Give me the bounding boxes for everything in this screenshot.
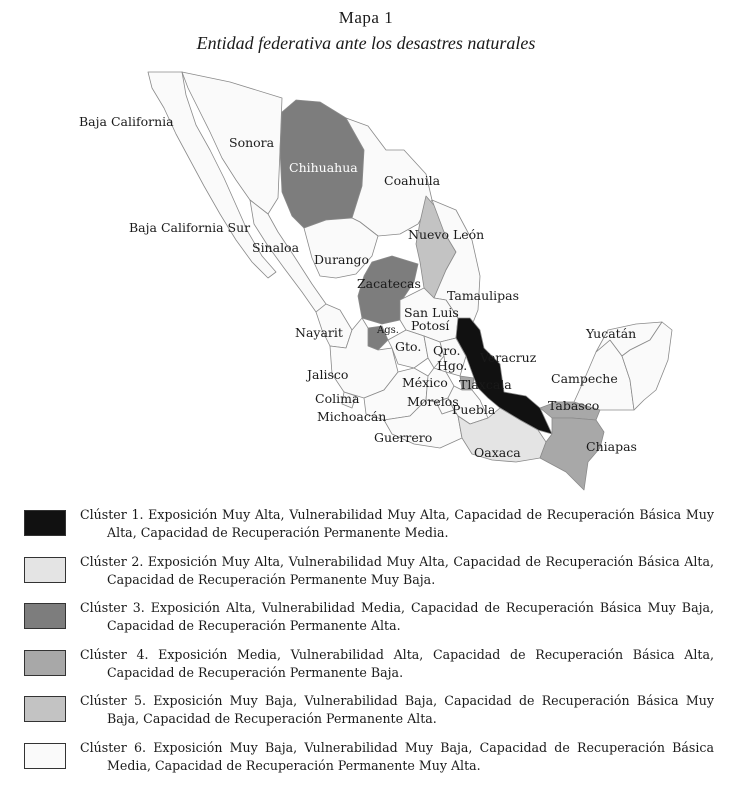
- label-yucatan: Yucatán: [586, 326, 637, 341]
- legend-text: Clúster 3. Exposición Alta, Vulnerabilidad Media, Capacidad de Recuperación Básica Muy Baja, Capacidad de Recuperación Permanente Alta.: [80, 600, 714, 633]
- mexico-cluster-map: [60, 62, 700, 502]
- label-zacatecas: Zacatecas: [357, 276, 421, 291]
- legend-swatch-cluster2: [24, 557, 66, 583]
- label-chihuahua: Chihuahua: [289, 160, 358, 175]
- legend-text: Clúster 5. Exposición Muy Baja, Vulnerabilidad Baja, Capacidad de Recuperación Básica Muy Baja, Capacidad de Recuperación Permanente Alta.: [80, 693, 714, 726]
- legend-item: [24, 500, 714, 547]
- label-jalisco: Jalisco: [307, 367, 349, 382]
- label-campeche: Campeche: [551, 371, 618, 386]
- legend-item: [24, 547, 714, 594]
- label-san-luis-potosi-line1: San Luis: [404, 305, 459, 320]
- label-nayarit: Nayarit: [295, 325, 343, 340]
- label-sonora: Sonora: [229, 135, 275, 150]
- legend-text: Clúster 2. Exposición Muy Alta, Vulnerabilidad Muy Alta, Capacidad de Recuperación Básica Alta, Capacidad de Recuperación Permanente Muy Baja.: [80, 553, 714, 587]
- legend-text: Clúster 1. Exposición Muy Alta, Vulnerabilidad Muy Alta, Capacidad de Recuperación Básica Muy Alta, Capacidad de Recuperación Permanente Media.: [80, 507, 714, 540]
- map-subtitle: Entidad federativa ante los desastres naturales: [196, 33, 536, 53]
- label-chiapas: Chiapas: [586, 439, 637, 454]
- legend-swatch-cluster5: [24, 696, 66, 722]
- legend-item: [24, 640, 714, 687]
- label-aguascalientes: Ags.: [377, 325, 399, 336]
- legend-swatch-cluster1: [24, 510, 66, 536]
- label-veracruz: Veracruz: [480, 350, 537, 365]
- label-puebla: Puebla: [452, 402, 496, 417]
- legend-item: [24, 686, 714, 733]
- legend-text: Clúster 6. Exposición Muy Baja, Vulnerabilidad Muy Baja, Capacidad de Recuperación Básica Media, Capacidad de Recuperación Permanente Muy Alta.: [80, 739, 714, 773]
- region-durango: [304, 218, 378, 278]
- label-coahuila: Coahuila: [384, 173, 441, 188]
- label-morelos: Morelos: [407, 394, 459, 409]
- legend-item: [24, 593, 714, 640]
- legend-text: Clúster 4. Exposición Media, Vulnerabilidad Alta, Capacidad de Recuperación Básica Alta, Capacidad de Recuperación Permanente Baja.: [80, 646, 714, 680]
- legend-swatch-cluster6: [24, 743, 66, 769]
- label-baja-california-sur: Baja California Sur: [129, 220, 251, 235]
- legend-item: [24, 733, 714, 780]
- label-hidalgo: Hgo.: [437, 358, 468, 373]
- label-sinaloa: Sinaloa: [252, 240, 300, 255]
- label-michoacan: Michoacán: [317, 409, 387, 424]
- label-guerrero: Guerrero: [374, 430, 433, 445]
- label-baja-california: Baja California: [79, 114, 174, 129]
- label-durango: Durango: [314, 252, 370, 267]
- label-tabasco: Tabasco: [548, 398, 600, 413]
- legend-swatch-cluster4: [24, 650, 66, 676]
- cluster-legend: [24, 500, 714, 779]
- label-san-luis-potosi-line2: Potosí: [411, 318, 450, 333]
- label-mexico: México: [402, 375, 448, 390]
- label-guanajuato: Gto.: [395, 339, 422, 354]
- label-tlaxcala: Tlaxcala: [459, 377, 512, 392]
- label-oaxaca: Oaxaca: [474, 445, 521, 460]
- legend-swatch-cluster3: [24, 603, 66, 629]
- label-colima: Colima: [315, 391, 360, 406]
- label-tamaulipas: Tamaulipas: [447, 288, 520, 303]
- label-nuevo-leon: Nuevo León: [408, 227, 485, 242]
- label-queretaro: Qro.: [433, 343, 461, 358]
- map-number-title: Mapa 1: [338, 8, 394, 27]
